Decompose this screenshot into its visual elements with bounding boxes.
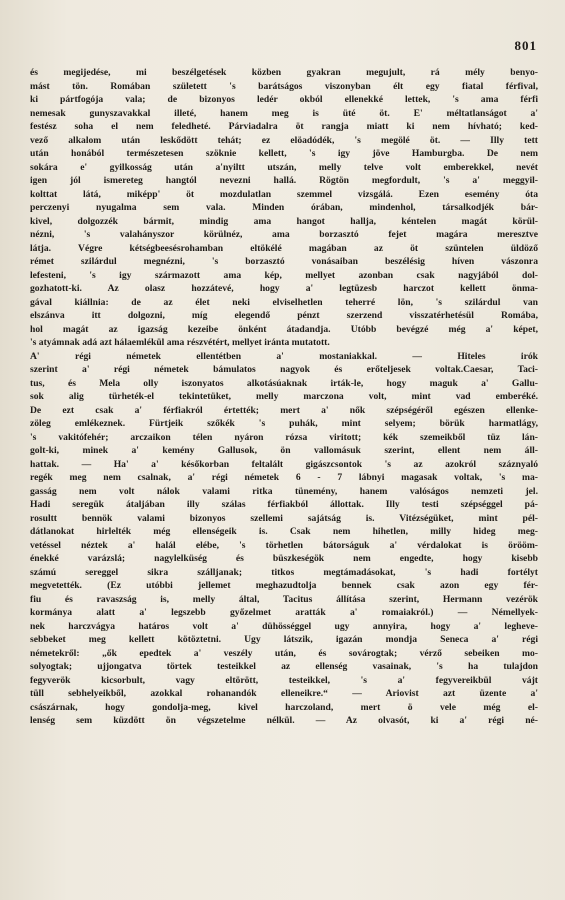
text-line: vetéssel néztek a' halál elébe, 's törhetlen bátorságuk a' vérdalokat is örööm- xyxy=(30,539,538,551)
text-line: lefesteni, 's igy származott ama kép, mellyet azonban csak nagyjából dol- xyxy=(30,269,538,281)
text-line: De ezt csak a' férfiakról értették; mert a' nők szépségéről egészen ellenke- xyxy=(30,404,538,416)
text-line: rosultt bennök valami bizonyos szellemi sajátság is. Vitézségüket, mint pél- xyxy=(30,512,538,524)
text-line: sok alig türheték-el tekintetüket, melly marczona volt, mint vad emberéké. xyxy=(30,391,538,402)
text-line: 's vakitófehér; arczaikon télen nyáron rózsa viritott; kék szemeikből tüz lán- xyxy=(30,431,538,443)
text-line: vező alkalom után leskődött tehát; ez elöadódék, 's megölé öt. — Illy tett xyxy=(30,134,538,146)
text-line: látja. Végre kétségbeesésrohamban eltökélé magában az öt szüntelen üldöző xyxy=(30,242,538,254)
text-line: golt-ki, minek a' kemény Gallusok, ön vallomásuk szerint, ellent nem áll- xyxy=(30,445,538,456)
text-line: sebbeket meg kellett kötöztetni. Ugy látszik, igazán mondja Seneca a' régi xyxy=(30,634,538,645)
text-line: Hadi seregük átaljában illy szálas férfiakból állottak. Illy testi szépséggel pá- xyxy=(30,499,538,510)
body-text xyxy=(30,66,538,728)
text-line: hol magát az igazság kezeibe önként átadandja. Utóbb bevégzé még a' képet, xyxy=(30,323,538,335)
text-line: megvetették. (Ez utóbbi jellemet meghazudtolja bennek csak azon egy fér- xyxy=(30,580,538,591)
text-line: nézni, 's valahányszor körülnéz, ama borzasztó fejet magára meresztve xyxy=(30,229,538,240)
text-line: ki pártfogója vala; de bizonyos ledér okból ellenekké lettek, 's ama férfi xyxy=(30,94,538,105)
text-line: tüll sebhelyeikből, azokkal rohanandók elleneikre.“ — Ariovist azt üzente a' xyxy=(30,688,538,699)
text-line: regék meg nem csalnak, a' régi németek 6 - 7 lábnyi magasak voltak, 's ma- xyxy=(30,472,538,483)
text-line: festész soha el nem feledheté. Párviadalra öt rangja miatt ki nem hívható; ked- xyxy=(30,121,538,132)
text-line: rémet szilárdul megnézni, 's borzasztó vonásaiban beszélésig híven vászonra xyxy=(30,256,538,267)
text-line: zöleg emlékeznek. Fürtjeik szőkék 's puhák, mint selyem; börük harmatlágy, xyxy=(30,418,538,429)
text-line: fegyverök kicsorbult, vagy eltörött, testeikkel, 's a' fegyvereikbül vájt xyxy=(30,674,538,686)
text-line: kolttat látá, miképp' öt mozdulatlan szemmel vizsgálá. Ezen esemény óta xyxy=(30,188,538,200)
text-line: kormánya alatt a' legszebb győzelmet aratták a' romaiakról.) — Némellyek- xyxy=(30,607,538,618)
text-line: császárnak, hogy gondolja-meg, kivel harczoland, mert ö vele még el- xyxy=(30,701,538,713)
text-line: dátlanokat hirlelték még ellenségeik is. Csak nem hihetlen, milly hideg meg- xyxy=(30,526,538,537)
text-line: énekké varázslá; nagylelküség és büszkeségök nem engedte, hogy kisebb xyxy=(30,553,538,564)
text-line: szerint a' régi németek bámulatos nagyok és erőteljesek voltak.Caesar, Taci- xyxy=(30,364,538,375)
text-line: gozhatott-ki. Az olasz hozzátevé, hogy a' legtüzesb harczot kellett önma- xyxy=(30,283,538,294)
text-line: igen jól ismereteg hangtól neveznі hallá. Rögtön megfordult, 's a' meggyil- xyxy=(30,175,538,186)
text-line: németekről: „ők epedtek a' veszély után, és sovárogtak; vérző sebeiken mo- xyxy=(30,647,538,659)
text-line: 's atyámnak adá azt hálaemlékül ama részvétért, mellyet iránta mutatott. xyxy=(30,337,330,348)
text-line: mást tön. Romában született 's barátságos viszonyban élt egy fiatal férfival, xyxy=(30,80,538,92)
text-line: számú sereggel sikra szálljanak; titkos megtámadásokat, 's hadi fortélyt xyxy=(30,566,538,578)
text-line: lenség sem küzdött ön végszetelme nélkül. — Az olvasót, ki a' régi né- xyxy=(30,715,538,726)
text-line: nemesak gunyszavakkal illeté, hanem meg is üté öt. E' méltatlanságot a' xyxy=(30,107,538,119)
text-line: solyogtak; ujjongatva törtek testeikkel az ellenség vasainak, 's ha tulajdon xyxy=(30,661,538,672)
text-line: kivel, dolgozzék bármit, mindig ama hangot hallja, kéntelen magát körül- xyxy=(30,215,538,227)
text-line: sokára e' gyilkosság után a'nyiltt utszán, melly telve volt emberekkel, nevét xyxy=(30,161,538,173)
text-line: elszánva itt dolgozni, míg elegendő pénzt szerzend visszatérhetésül Romába, xyxy=(30,310,538,321)
text-line: hattak. — Ha' a' későkorban feltalált gigászcsontok 's az azokról száznyaló xyxy=(30,458,538,470)
text-line: után honából természetesen szöknie kellett, 's igy jöve Hamburgba. De nem xyxy=(30,148,538,159)
text-line: fiu és ravaszság is, melly által, Tacitus állítása szerint, Hermann vezérök xyxy=(30,593,538,605)
text-line: perczenyi nyugalma sem vala. Minden órában, mindenhol, társalkodjék bár- xyxy=(30,202,538,213)
page-number: 801 xyxy=(514,38,537,53)
text-line: gasság nem volt nálok valami ritka tünemény, hanem valóságos nemzeti jel. xyxy=(30,485,538,497)
text-line: A' régi németek ellentétben a' mostaniakkal. — Hiteles irók xyxy=(30,350,538,362)
text-line: tus, és Mela olly iszonyatos alkotásúaknak irták-le, hogy maguk a' Gallu- xyxy=(30,377,538,389)
text-line: gával kiállnia: de az élet neki elviselhetlen teherré lön, 's szilárdul van xyxy=(30,296,538,308)
text-line: és megijedése, mi beszélgetések közben gyakran megujult, rá mély benyo- xyxy=(30,67,538,78)
text-line: nek harczvágya határos volt a' dühösséggel ugy annyira, hogy a' legheve- xyxy=(30,620,538,632)
